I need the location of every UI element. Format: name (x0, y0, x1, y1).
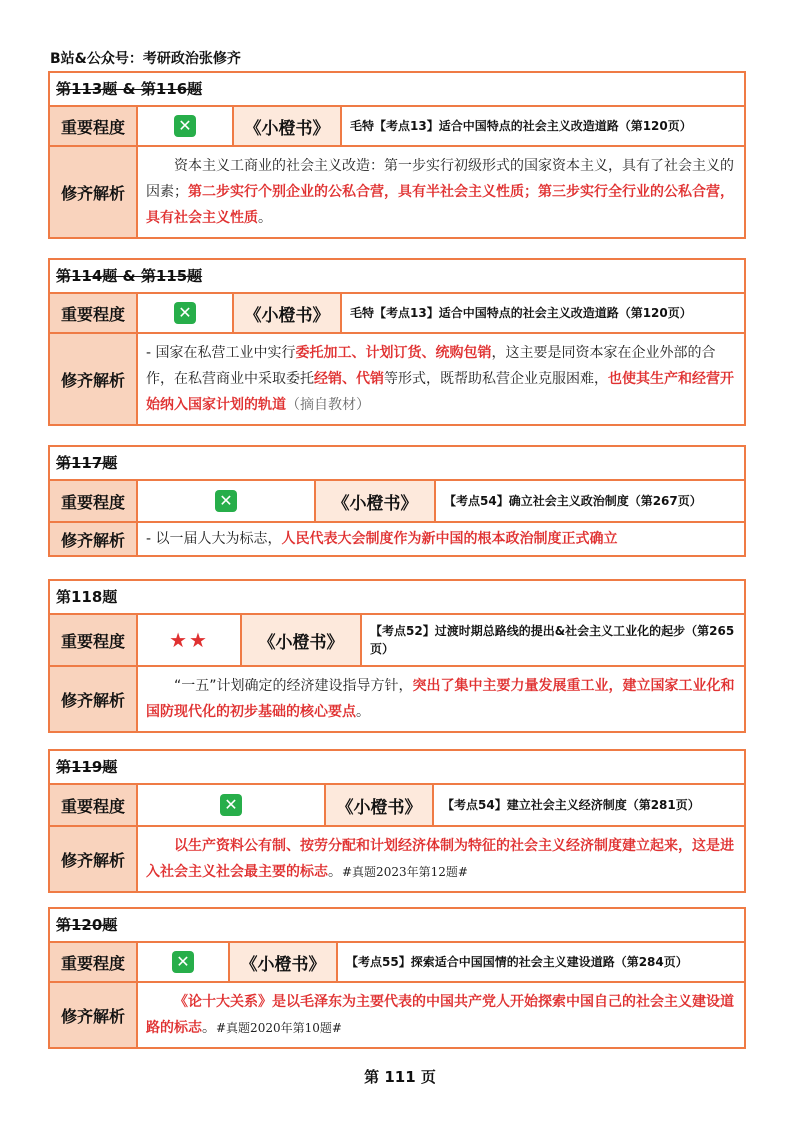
book-label: 《小橙书》 (234, 107, 342, 145)
question-title: 第120题 (50, 909, 744, 943)
analysis-row (50, 983, 744, 1047)
importance-row (50, 615, 744, 667)
x-mark-icon: ✕ (215, 490, 237, 512)
question-card-119 (48, 749, 746, 893)
importance-row (50, 943, 744, 983)
analysis-label: 修齐解析 (50, 523, 138, 555)
book-label: 《小橙书》 (234, 294, 342, 332)
analysis-text: 以生产资料公有制、按劳分配和计划经济体制为特征的社会主义经济制度建立起来，这是进入社会主义社会最主要的标志。#真题2023年第12题# (146, 838, 734, 880)
analysis-text: “一五”计划确定的经济建设指导方针，突出了集中主要力量发展重工业，建立国家工业化和国防现代化的初步基础的核心要点。 (146, 678, 735, 720)
question-title: 第118题 (50, 581, 744, 615)
question-card-117 (48, 445, 746, 557)
page-number: 第 111 页 (364, 1068, 436, 1086)
question-card-118 (48, 579, 746, 733)
question-title: 第119题 (50, 751, 744, 785)
question-card-114-115 (48, 258, 746, 426)
analysis-text: - 国家在私营工业中实行委托加工、计划订货、统购包销，这主要是同资本家在企业外部的合作，在私营商业中采取委托经销、代销等形式，既帮助私营企业克服困难，也使其生产和经营开始纳入国家计划的轨道（摘自教材） (146, 345, 734, 413)
analysis-label: 修齐解析 (50, 983, 138, 1047)
analysis-label: 修齐解析 (50, 667, 138, 731)
importance-value (138, 294, 234, 332)
importance-row (50, 294, 744, 334)
importance-value (138, 785, 326, 825)
book-label: 《小橙书》 (326, 785, 434, 825)
x-mark-icon: ✕ (172, 951, 194, 973)
exam-reference: #真题2023年第12题# (342, 865, 468, 879)
analysis-text: 资本主义工商业的社会主义改造：第一步实行初级形式的国家资本主义，具有了社会主义的因素；第二步实行个别企业的公私合营，具有半社会主义性质；第三步实行全行业的公私合营，具有社会主义性质。 (146, 158, 734, 226)
importance-label: 重要程度 (50, 785, 138, 825)
question-card-120 (48, 907, 746, 1049)
analysis-label: 修齐解析 (50, 147, 138, 237)
analysis-row (50, 334, 744, 424)
topic-reference: 毛特【考点13】适合中国特点的社会主义改造道路（第120页） (350, 119, 692, 133)
importance-label: 重要程度 (50, 294, 138, 332)
topic-reference: 【考点54】确立社会主义政治制度（第267页） (444, 494, 702, 508)
analysis-text: - 以一届人大为标志，人民代表大会制度作为新中国的根本政治制度正式确立 (146, 531, 618, 547)
analysis-row (50, 827, 744, 891)
analysis-text: 《论十大关系》是以毛泽东为主要代表的中国共产党人开始探索中国自己的社会主义建设道路的标志。#真题2020年第10题# (146, 994, 734, 1036)
star-rating-icon: ★★ (169, 628, 209, 652)
x-mark-icon: ✕ (220, 794, 242, 816)
analysis-row (50, 523, 744, 555)
analysis-label: 修齐解析 (50, 334, 138, 424)
importance-value (138, 107, 234, 145)
question-title: 第114题 & 第115题 (50, 260, 744, 294)
importance-label: 重要程度 (50, 943, 138, 981)
importance-value (138, 481, 316, 521)
question-title: 第113题 & 第116题 (50, 73, 744, 107)
analysis-label: 修齐解析 (50, 827, 138, 891)
importance-value (138, 943, 230, 981)
x-mark-icon: ✕ (174, 115, 196, 137)
topic-reference: 【考点52】过渡时期总路线的提出&社会主义工业化的起步（第265页） (370, 624, 735, 656)
page-header: B站&公众号：考研政治张修齐 (50, 51, 241, 67)
question-card-113-116 (48, 71, 746, 239)
book-label: 《小橙书》 (230, 943, 338, 981)
importance-row (50, 785, 744, 827)
topic-reference: 【考点54】建立社会主义经济制度（第281页） (442, 798, 700, 812)
importance-label: 重要程度 (50, 107, 138, 145)
x-mark-icon: ✕ (174, 302, 196, 324)
book-label: 《小橙书》 (316, 481, 436, 521)
exam-reference: #真题2020年第10题# (216, 1021, 342, 1035)
topic-reference: 【考点55】探索适合中国国情的社会主义建设道路（第284页） (346, 955, 688, 969)
analysis-row (50, 147, 744, 237)
book-label: 《小橙书》 (242, 615, 362, 665)
importance-row (50, 107, 744, 147)
importance-row (50, 481, 744, 523)
analysis-row (50, 667, 744, 731)
importance-value (138, 615, 242, 665)
importance-label: 重要程度 (50, 615, 138, 665)
question-title: 第117题 (50, 447, 744, 481)
topic-reference: 毛特【考点13】适合中国特点的社会主义改造道路（第120页） (350, 306, 692, 320)
importance-label: 重要程度 (50, 481, 138, 521)
